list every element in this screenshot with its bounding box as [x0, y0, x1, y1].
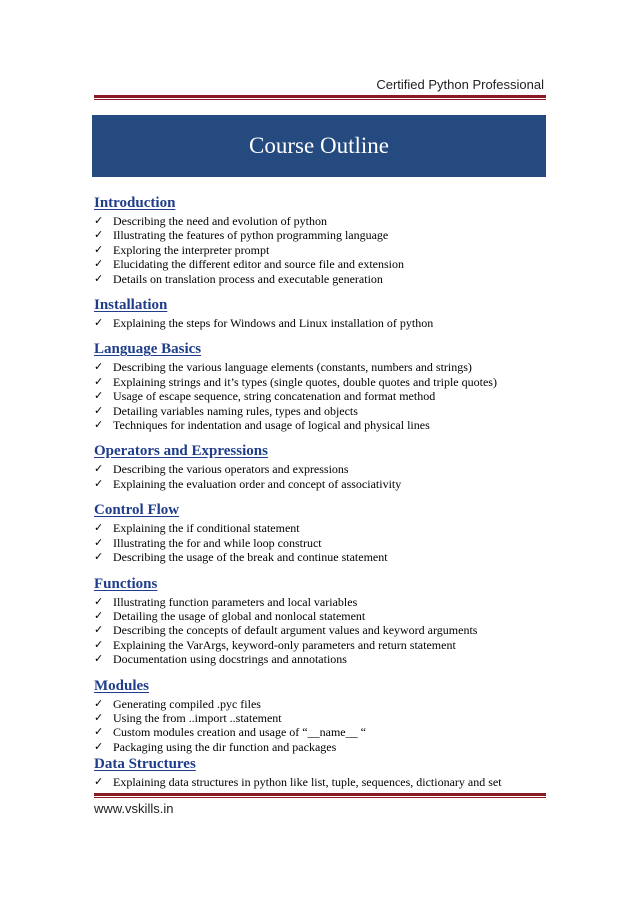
list-item: [94, 404, 554, 418]
list-item-text: Illustrating the for and while loop construct: [113, 535, 322, 550]
list-item-text: Exploring the interpreter prompt: [113, 242, 270, 257]
list-item: [94, 243, 554, 257]
section-items: [94, 214, 554, 286]
footer-rule-thin: [94, 797, 546, 798]
check-icon: ✓: [94, 389, 104, 403]
list-item-text: Describing the need and evolution of python: [113, 214, 327, 228]
check-icon: ✓: [94, 652, 104, 666]
check-icon: ✓: [94, 637, 104, 651]
list-item-text: Using the from ..import ..statement: [113, 710, 282, 725]
list-item-text: Describing the various operators and expressions: [113, 462, 349, 477]
section-title: Data Structures: [94, 756, 196, 773]
check-icon: ✓: [94, 594, 104, 608]
list-item-text: Packaging using the dir function and packages: [113, 739, 337, 754]
list-item-text: Detailing variables naming rules, types and objects: [113, 403, 358, 418]
list-item: [94, 477, 554, 491]
list-item: [94, 740, 554, 754]
section-introduction: [94, 194, 554, 286]
section-items: [94, 316, 554, 330]
check-icon: ✓: [94, 418, 104, 432]
list-item-text: Explaining strings and it’s types (single quotes, double quotes and triple quotes): [113, 374, 497, 389]
check-icon: ✓: [94, 725, 104, 739]
list-item: [94, 257, 554, 271]
list-item-text: Describing the concepts of default argument values and keyword arguments: [113, 623, 478, 638]
list-item-text: Describing the usage of the break and continue statement: [113, 550, 388, 565]
check-icon: ✓: [94, 271, 104, 285]
check-icon: ✓: [94, 476, 104, 490]
list-item: [94, 375, 554, 389]
list-item-text: Explaining the steps for Windows and Linux installation of python: [113, 316, 434, 331]
list-item-text: Details on translation process and executable generation: [113, 271, 383, 286]
list-item-text: Techniques for indentation and usage of logical and physical lines: [113, 418, 430, 433]
footer-url: www.vskills.in: [94, 801, 174, 816]
list-item: [94, 389, 554, 403]
section-installation: [94, 296, 554, 330]
check-icon: ✓: [94, 214, 104, 227]
check-icon: ✓: [94, 535, 104, 549]
check-icon: ✓: [94, 710, 104, 724]
banner-title: Course Outline: [249, 133, 389, 158]
list-item: [94, 775, 554, 789]
list-item: [94, 214, 554, 228]
list-item-text: Elucidating the different editor and source file and extension: [113, 257, 405, 272]
list-item: [94, 652, 554, 666]
list-item-text: Explaining the VarArgs, keyword-only parameters and return statement: [113, 637, 456, 652]
section-data-structures: [94, 755, 554, 789]
section-title: Introduction: [94, 195, 176, 211]
check-icon: ✓: [94, 403, 104, 417]
list-item-text: Explaining the evaluation order and concept of associativity: [113, 476, 402, 491]
check-icon: ✓: [94, 696, 104, 710]
check-icon: ✓: [94, 775, 104, 789]
section-items: [94, 521, 554, 564]
list-item-text: Generating compiled .pyc files: [113, 696, 261, 711]
section-items: [94, 360, 554, 432]
list-item: [94, 595, 554, 609]
course-outline-banner: [92, 115, 546, 177]
list-item-text: Illustrating function parameters and local variables: [113, 594, 358, 609]
section-title: Functions: [94, 575, 158, 592]
section-title: Language Basics: [94, 341, 202, 358]
list-item-text: Explaining data structures in python like list, tuple, sequences, dictionary and set: [113, 775, 502, 790]
outline-content: [94, 194, 554, 800]
section-items: [94, 697, 554, 755]
check-icon: ✓: [94, 257, 104, 271]
list-item: [94, 550, 554, 564]
section-items: [94, 595, 554, 667]
section-control-flow: [94, 501, 554, 564]
check-icon: ✓: [94, 623, 104, 637]
section-items: [94, 462, 554, 491]
list-item: [94, 623, 554, 637]
list-item: [94, 725, 554, 739]
list-item: [94, 711, 554, 725]
list-item: [94, 609, 554, 623]
section-functions: [94, 575, 554, 667]
list-item-text: Illustrating the features of python programming language: [113, 228, 389, 243]
list-item: [94, 360, 554, 374]
section-title: Installation: [94, 297, 168, 314]
section-operators-and-expressions: [94, 442, 554, 491]
list-item: [94, 536, 554, 550]
list-item: [94, 638, 554, 652]
header-title: Certified Python Professional: [376, 77, 544, 92]
check-icon: ✓: [94, 521, 104, 535]
list-item: [94, 418, 554, 432]
list-item: [94, 228, 554, 242]
header-rule: [94, 95, 546, 98]
header-rule-thin: [94, 99, 546, 100]
section-title: Operators and Expressions: [94, 443, 268, 460]
check-icon: ✓: [94, 316, 104, 330]
list-item: [94, 521, 554, 535]
check-icon: ✓: [94, 550, 104, 564]
list-item-text: Usage of escape sequence, string concatenation and format method: [113, 389, 436, 404]
list-item: [94, 272, 554, 286]
list-item-text: Describing the various language elements (constants, numbers and strings): [113, 360, 472, 375]
list-item: [94, 462, 554, 476]
list-item: [94, 316, 554, 330]
check-icon: ✓: [94, 242, 104, 256]
section-title: Modules: [94, 677, 150, 694]
check-icon: ✓: [94, 360, 104, 374]
section-items: [94, 775, 554, 789]
check-icon: ✓: [94, 228, 104, 242]
section-title: Control Flow: [94, 502, 180, 519]
section-modules: [94, 677, 554, 755]
list-item-text: Custom modules creation and usage of “__name__ “: [113, 725, 366, 740]
check-icon: ✓: [94, 608, 104, 622]
list-item: [94, 697, 554, 711]
list-item-text: Detailing the usage of global and nonlocal statement: [113, 608, 366, 623]
list-item-text: Explaining the if conditional statement: [113, 521, 300, 536]
check-icon: ✓: [94, 462, 104, 476]
list-item-text: Documentation using docstrings and annotations: [113, 652, 347, 667]
check-icon: ✓: [94, 374, 104, 388]
check-icon: ✓: [94, 739, 104, 753]
footer-rule: [94, 793, 546, 796]
section-language-basics: [94, 340, 554, 432]
